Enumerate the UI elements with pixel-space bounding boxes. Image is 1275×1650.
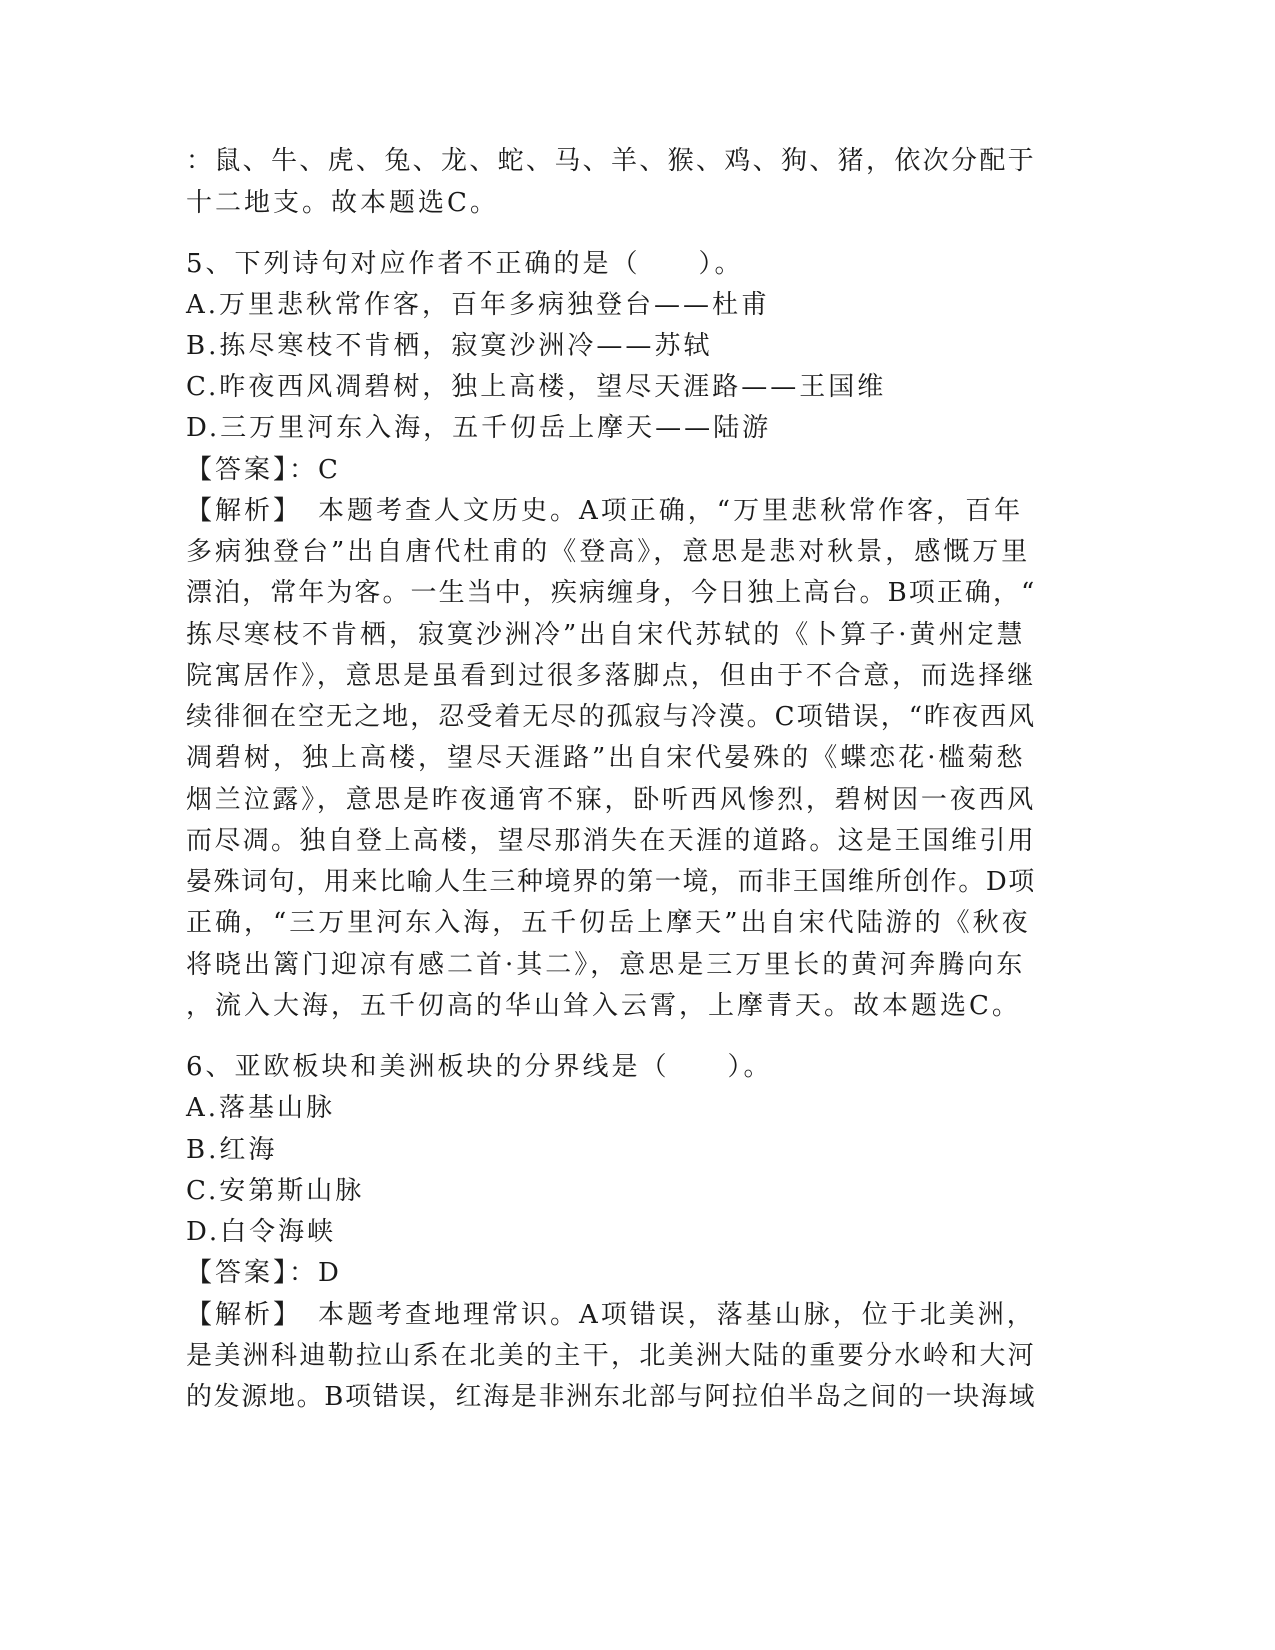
q5-analysis-line: 多病独登台”出自唐代杜甫的《登高》，意思是悲对秋景，感慨万里: [186, 537, 1031, 567]
q5-option-c: C.昨夜西风凋碧树，独上高楼，望尽天涯路——王国维: [186, 372, 887, 402]
question-6-stem: 6、亚欧板块和美洲板块的分界线是（ ）。: [186, 1052, 773, 1082]
q5-analysis-line: 漂泊，常年为客。一生当中，疾病缠身，今日独上高台。B项正确，“: [186, 578, 1037, 608]
q6-analysis-line: 的发源地。B项错误，红海是非洲东北部与阿拉伯半岛之间的一块海域: [186, 1382, 1037, 1412]
q5-analysis-line: 而尽凋。独自登上高楼，望尽那消失在天涯的道路。这是王国维引用: [186, 826, 1037, 856]
q5-analysis-line: 正确，“三万里河东入海，五千仞岳上摩天”出自宋代陆游的《秋夜: [186, 908, 1031, 938]
q5-analysis-line: 晏殊词句，用来比喻人生三种境界的第一境，而非王国维所创作。D项: [186, 867, 1036, 897]
q6-analysis-line: 【解析】 本题考查地理常识。A项错误，落基山脉，位于北美洲，: [186, 1300, 1036, 1330]
q5-analysis-line: 【解析】 本题考查人文历史。A项正确，“万里悲秋常作客，百年: [186, 496, 1024, 526]
q6-option-d: D.白令海峡: [186, 1217, 337, 1247]
q5-analysis-line: 院寓居作》，意思是虽看到过很多落脚点，但由于不合意，而选择继: [186, 661, 1037, 691]
q5-option-b: B.拣尽寒枝不肯栖，寂寞沙洲冷——苏轼: [186, 331, 713, 361]
q6-option-c: C.安第斯山脉: [186, 1176, 365, 1206]
q5-option-a: A.万里悲秋常作客，百年多病独登台——杜甫: [186, 290, 771, 320]
q5-answer: 【答案】：C: [186, 455, 341, 485]
q6-analysis-line: 是美洲科迪勒拉山系在北美的主干，北美洲大陆的重要分水岭和大河: [186, 1341, 1037, 1371]
q5-analysis-line: 烟兰泣露》，意思是昨夜通宵不寐，卧听西风惨烈，碧树因一夜西风: [186, 785, 1037, 815]
q6-answer: 【答案】：D: [186, 1258, 342, 1288]
question-5-stem: 5、下列诗句对应作者不正确的是（ ）。: [186, 249, 744, 279]
q5-analysis-line: 将晓出篱门迎凉有感二首·其二》，意思是三万里长的黄河奔腾向东: [186, 950, 1026, 980]
q6-option-a: A.落基山脉: [186, 1093, 336, 1123]
q6-option-b: B.红海: [186, 1135, 278, 1165]
q5-option-d: D.三万里河东入海，五千仞岳上摩天——陆游: [186, 413, 772, 443]
q5-analysis-line: ，流入大海，五千仞高的华山耸入云霄，上摩青天。故本题选C。: [186, 991, 1021, 1021]
continuation-line: ：鼠、牛、虎、兔、龙、蛇、马、羊、猴、鸡、狗、猪，依次分配于: [186, 146, 1037, 176]
continuation-line: 十二地支。故本题选C。: [186, 188, 499, 218]
q5-analysis-line: 拣尽寒枝不肯栖，寂寞沙洲冷”出自宋代苏轼的《卜算子·黄州定慧: [186, 620, 1026, 650]
q5-analysis-line: 续徘徊在空无之地，忍受着无尽的孤寂与冷漠。C项错误，“昨夜西风: [186, 702, 1037, 732]
q5-analysis-line: 凋碧树，独上高楼，望尽天涯路”出自宋代晏殊的《蝶恋花·槛菊愁: [186, 743, 1026, 773]
